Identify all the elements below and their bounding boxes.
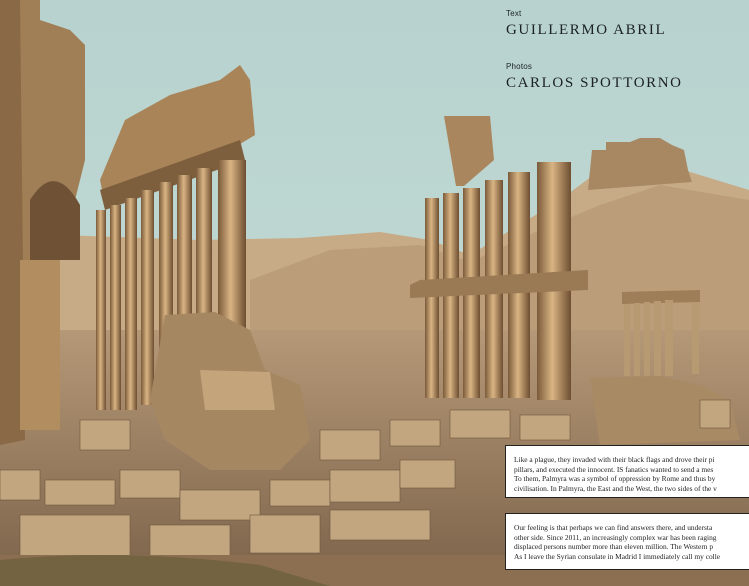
caption-line: civilisation. In Palmyra, the East and the West, the two sides of the v — [514, 484, 717, 494]
caption-line: displaced persons number more than eleven million. The Western p — [514, 542, 714, 552]
text-author-name: GUILLERMO ABRIL — [506, 22, 667, 38]
text-credit — [506, 9, 666, 39]
photos-credit-label: Photos — [506, 62, 533, 71]
caption-line: other side. Since 2011, an increasingly complex war has been raging — [514, 532, 717, 542]
photographer-name: CARLOS SPOTTORNO — [506, 75, 683, 91]
caption-line: Our feeling is that perhaps we can find answers there, and understa — [514, 523, 713, 532]
caption-box-1 — [505, 445, 749, 498]
caption-line: pillars, and executed the innocent. IS fanatics wanted to send a mes — [514, 464, 714, 474]
caption-line: As I leave the Syrian consulate in Madrid I immediately call my colle — [514, 552, 721, 562]
caption-box-2 — [505, 513, 749, 570]
caption-line: To them, Palmyra was a symbol of oppression by Rome and thus by — [514, 474, 716, 484]
caption-line: Like a plague, they invaded with their black flags and drove their pi — [514, 455, 715, 464]
text-credit-label: Text — [506, 9, 522, 18]
photos-credit — [506, 62, 683, 92]
